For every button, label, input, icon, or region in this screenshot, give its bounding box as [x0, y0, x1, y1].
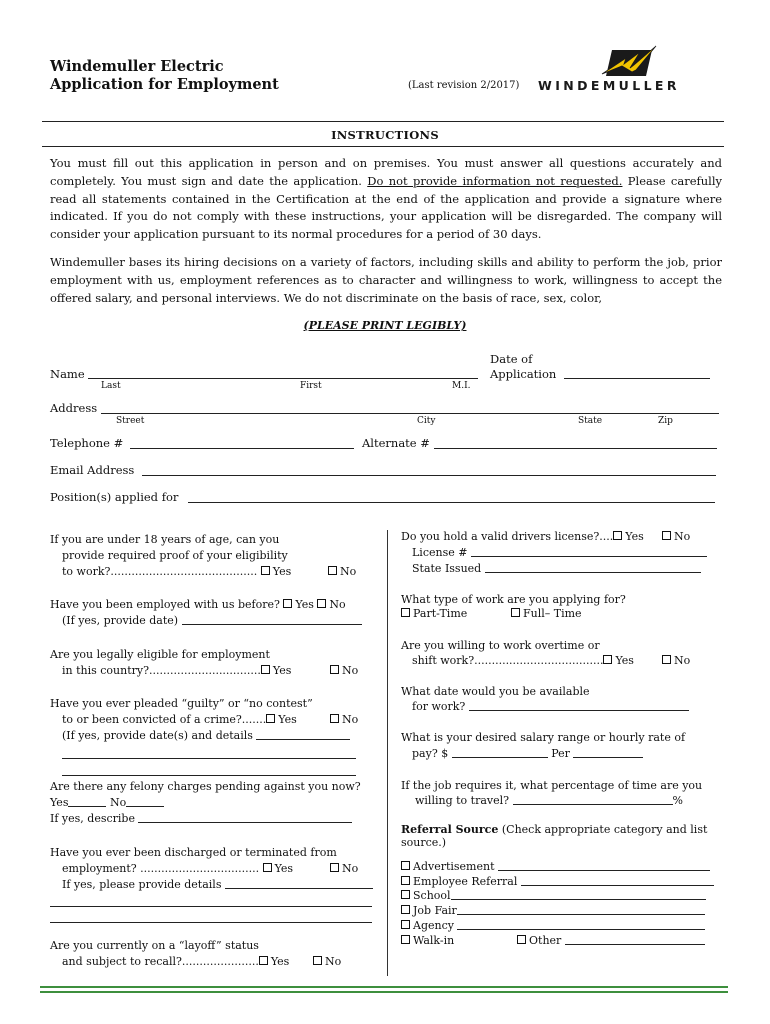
q-employed-text: Have you been employed with us before? — [50, 598, 280, 611]
legal-yes-label: Yes — [272, 664, 292, 677]
form-title: Application for Employment — [50, 76, 279, 93]
company-name: Windemuller Electric — [50, 58, 224, 75]
agency-line[interactable] — [457, 918, 705, 930]
q-available-line2 — [412, 699, 689, 715]
q-salary-line2 — [412, 746, 643, 762]
felony-yes-label: Yes — [50, 796, 69, 809]
footer-green-rule-1 — [40, 986, 728, 988]
q-employed-before — [50, 597, 346, 613]
q-layoff-line2 — [62, 954, 289, 970]
license-number-label: License # — [412, 546, 468, 559]
q-travel-line1: If the job requires it, what percentage of time are you — [401, 779, 703, 792]
date-of-label: Date of — [490, 352, 533, 366]
alternate-label: Alternate # — [362, 436, 430, 450]
q-overtime-dots: shift work?..................................... — [412, 654, 604, 667]
name-first-sublabel: First — [300, 381, 322, 391]
q-felony: Are there any felony charges pending against you now? — [50, 780, 361, 793]
discharged-details-label: If yes, please provide details — [62, 878, 222, 891]
employed-yes-label: Yes — [295, 598, 314, 611]
q-legal-line1: Are you legally eligible for employment — [50, 648, 270, 661]
legal-yes-checkbox[interactable] — [261, 665, 270, 674]
license-yes-label: Yes — [625, 530, 644, 543]
job-fair-checkbox[interactable] — [401, 905, 410, 914]
part-time-checkbox[interactable] — [401, 608, 410, 617]
instr-p1-part2: Please carefully read all statements contained in the Certification at the end of the application and provide a signature where indicated. If you do not comply with these instructions, your application will be disregarded. The company will consider your application pursuant to its normal procedures for a period of 30 days. — [50, 173, 723, 242]
layoff-no-option — [313, 954, 341, 970]
legal-no-label: No — [342, 664, 359, 677]
employed-date-line[interactable] — [182, 613, 362, 625]
other-checkbox[interactable] — [517, 935, 526, 944]
ref-advertisement — [401, 859, 710, 875]
q-salary-line1: What is your desired salary range or hourly rate of — [401, 731, 686, 744]
available-date-line[interactable] — [469, 699, 689, 711]
overtime-no-option — [662, 653, 690, 669]
layoff-no-label: No — [325, 955, 342, 968]
q-employed-date — [62, 613, 362, 629]
felony-describe-line[interactable] — [138, 811, 352, 823]
employee-referral-label: Employee Referral — [413, 875, 518, 888]
q-guilty-line2 — [62, 712, 297, 728]
q-layoff-dots: and subject to recall?...................... — [62, 955, 259, 968]
q-license — [401, 529, 644, 545]
name-input-line[interactable] — [88, 378, 478, 379]
job-fair-label: Job Fair — [413, 904, 457, 917]
q-travel-line2 — [415, 793, 683, 809]
discharged-no-checkbox[interactable] — [330, 863, 339, 872]
discharged-no-label: No — [342, 862, 359, 875]
walk-in-checkbox[interactable] — [401, 935, 410, 944]
discharged-yes-checkbox[interactable] — [263, 863, 272, 872]
street-sublabel: Street — [116, 416, 145, 426]
q-guilty-dots: to or been convicted of a crime?....... — [62, 713, 267, 726]
email-label: Email Address — [50, 463, 135, 477]
address-input-line[interactable] — [101, 413, 719, 414]
full-time-checkbox[interactable] — [511, 608, 520, 617]
zip-sublabel: Zip — [658, 416, 673, 426]
ref-agency — [401, 918, 705, 934]
employed-yes-checkbox[interactable] — [283, 599, 292, 608]
q-work-type: What type of work are you applying for? — [401, 593, 626, 606]
agency-label: Agency — [413, 919, 454, 932]
pay-label: pay? — [412, 747, 438, 760]
part-time-label: Part-Time — [413, 607, 468, 620]
email-input-line[interactable] — [142, 475, 716, 476]
guilty-no-label: No — [342, 713, 359, 726]
full-time-option — [511, 606, 582, 622]
advertisement-checkbox[interactable] — [401, 861, 410, 870]
overtime-no-label: No — [674, 654, 691, 667]
referral-rest: (Check appropriate category and list — [498, 823, 708, 836]
q-under18-line3 — [62, 564, 291, 580]
legal-no-option — [330, 663, 358, 679]
per-label: Per — [551, 747, 570, 760]
dollar-label: $ — [441, 747, 449, 760]
instructions-heading: INSTRUCTIONS — [331, 128, 439, 142]
q-license-text: Do you hold a valid drivers license?.... — [401, 530, 614, 543]
q-discharged-line2 — [62, 861, 293, 877]
school-line[interactable] — [451, 888, 706, 900]
ref-job-fair — [401, 903, 705, 919]
guilty-details-line-3[interactable] — [62, 775, 356, 776]
position-label: Position(s) applied for — [50, 490, 179, 504]
employed-no-checkbox[interactable] — [317, 599, 326, 608]
q-under18-line2: provide required proof of your eligibility — [62, 549, 288, 562]
available-label: for work? — [412, 700, 466, 713]
referral-bold: Referral Source — [401, 823, 499, 836]
q-felony-describe — [50, 811, 352, 827]
other-line[interactable] — [565, 933, 705, 945]
job-fair-line[interactable] — [457, 903, 705, 915]
layoff-no-checkbox[interactable] — [313, 956, 322, 965]
license-state-line[interactable] — [485, 561, 701, 573]
city-sublabel: City — [417, 416, 436, 426]
felony-no-line[interactable] — [126, 795, 164, 807]
q-discharged-details — [62, 877, 373, 893]
discharged-details-line-2[interactable] — [50, 906, 372, 907]
q-overtime-line2 — [412, 653, 634, 669]
header-divider-bottom — [42, 146, 724, 147]
application-date-line[interactable] — [564, 378, 710, 379]
guilty-details-line-2[interactable] — [62, 758, 356, 759]
license-number-line[interactable] — [471, 545, 707, 557]
ref-school — [401, 888, 706, 904]
q-felony-answers — [50, 795, 164, 811]
ref-other — [517, 933, 705, 949]
name-last-sublabel: Last — [101, 381, 121, 391]
under18-yes-checkbox[interactable] — [261, 566, 270, 575]
salary-per-line[interactable] — [573, 746, 643, 758]
state-sublabel: State — [578, 416, 603, 426]
discharged-details-line[interactable] — [225, 877, 373, 889]
q-discharged-line1: Have you ever been discharged or terminated from — [50, 846, 337, 859]
agency-checkbox[interactable] — [401, 920, 410, 929]
discharged-details-line-3[interactable] — [50, 922, 372, 923]
company-wordmark: WINDEMULLER — [538, 78, 680, 93]
part-time-option — [401, 606, 467, 622]
address-label: Address — [50, 401, 98, 415]
employee-referral-checkbox[interactable] — [401, 876, 410, 885]
license-no-checkbox[interactable] — [662, 531, 671, 540]
ref-walk-in — [401, 933, 454, 949]
instructions-paragraph-2: Windemuller bases its hiring decisions on a variety of factors, including skills and ability to perform the job, prior employment with us, employment references as to character and willingness to work, willingness to accept the offered salary, and personal interviews. We do not discriminate on the basis of race, sex, color, — [50, 255, 722, 305]
under18-no-checkbox[interactable] — [328, 566, 337, 575]
q-discharged-dots: employment? .................................. — [62, 862, 260, 875]
advertisement-line[interactable] — [498, 859, 710, 871]
license-yes-checkbox[interactable] — [613, 531, 622, 540]
license-no-label: No — [674, 530, 691, 543]
revision-date: (Last revision 2/2017) — [408, 80, 520, 91]
q-employed-date-label: (If yes, provide date) — [62, 614, 179, 627]
school-checkbox[interactable] — [401, 890, 410, 899]
full-time-label: Full– Time — [523, 607, 582, 620]
q-layoff-line1: Are you currently on a “layoff” status — [50, 939, 259, 952]
guilty-yes-checkbox[interactable] — [266, 714, 275, 723]
q-legal-dots: in this country?................................ — [62, 664, 261, 677]
overtime-no-checkbox[interactable] — [662, 655, 671, 664]
referral-heading — [401, 822, 707, 838]
guilty-no-option — [330, 712, 358, 728]
legal-no-checkbox[interactable] — [330, 665, 339, 674]
travel-label: willing to travel? — [415, 794, 510, 807]
felony-describe-label: If yes, describe — [50, 812, 135, 825]
guilty-details-line[interactable] — [256, 728, 350, 740]
telephone-label: Telephone # — [50, 436, 124, 450]
employee-referral-line[interactable] — [521, 874, 714, 886]
employed-no-label: No — [329, 598, 346, 611]
q-under18-line1: If you are under 18 years of age, can you — [50, 533, 280, 546]
q-guilty-details-label: (If yes, provide date(s) and details — [62, 729, 253, 742]
travel-percent-line[interactable] — [513, 793, 673, 805]
q-legal-line2 — [62, 663, 291, 679]
column-divider — [387, 530, 388, 976]
under18-no-option — [328, 564, 356, 580]
advertisement-label: Advertisement — [413, 860, 495, 873]
guilty-no-checkbox[interactable] — [330, 714, 339, 723]
header-divider-top — [42, 121, 724, 122]
other-label: Other — [529, 934, 562, 947]
instr-p1-underlined: Do not provide information not requested. — [367, 173, 623, 188]
license-number — [412, 545, 707, 561]
application-label: Application — [490, 367, 557, 381]
footer-green-rule-2 — [40, 991, 728, 993]
walk-in-label: Walk-in — [413, 934, 455, 947]
license-no-option — [662, 529, 690, 545]
discharged-no-option — [330, 861, 358, 877]
layoff-yes-checkbox[interactable] — [259, 956, 268, 965]
referral-rest-2: source.) — [401, 836, 447, 849]
felony-no-label: No — [109, 796, 127, 809]
q-under18-dots: to work?.......................................... — [62, 565, 258, 578]
position-input-line[interactable] — [188, 502, 715, 503]
instructions-paragraph-1 — [50, 155, 722, 244]
overtime-yes-checkbox[interactable] — [603, 655, 612, 664]
q-guilty-details — [62, 728, 350, 744]
under18-no-label: No — [340, 565, 357, 578]
under18-yes-label: Yes — [272, 565, 292, 578]
instr-p1-part1: You must fill out this application in person and on premises. You must answer all questions accurately and completely. You must sign and date the application. — [50, 156, 722, 188]
percent-sign: % — [672, 794, 683, 807]
q-guilty-line1: Have you ever pleaded “guilty” or “no contest” — [50, 697, 313, 710]
overtime-yes-label: Yes — [615, 654, 634, 667]
name-label: Name — [50, 367, 85, 381]
salary-amount-line[interactable] — [452, 746, 548, 758]
q-overtime-line1: Are you willing to work overtime or — [401, 639, 600, 652]
license-state — [412, 561, 701, 577]
alternate-input-line[interactable] — [434, 448, 717, 449]
q-available-line1: What date would you be available — [401, 685, 590, 698]
discharged-yes-label: Yes — [274, 862, 294, 875]
layoff-yes-label: Yes — [270, 955, 290, 968]
print-legibly-note: (PLEASE PRINT LEGIBLY) — [303, 319, 467, 332]
guilty-yes-label: Yes — [278, 713, 297, 726]
license-state-label: State Issued — [412, 562, 482, 575]
felony-yes-line[interactable] — [68, 795, 106, 807]
lightning-logo-icon — [600, 44, 658, 78]
name-mi-sublabel: M.I. — [452, 381, 471, 391]
telephone-input-line[interactable] — [130, 448, 354, 449]
school-label: School — [413, 889, 451, 902]
